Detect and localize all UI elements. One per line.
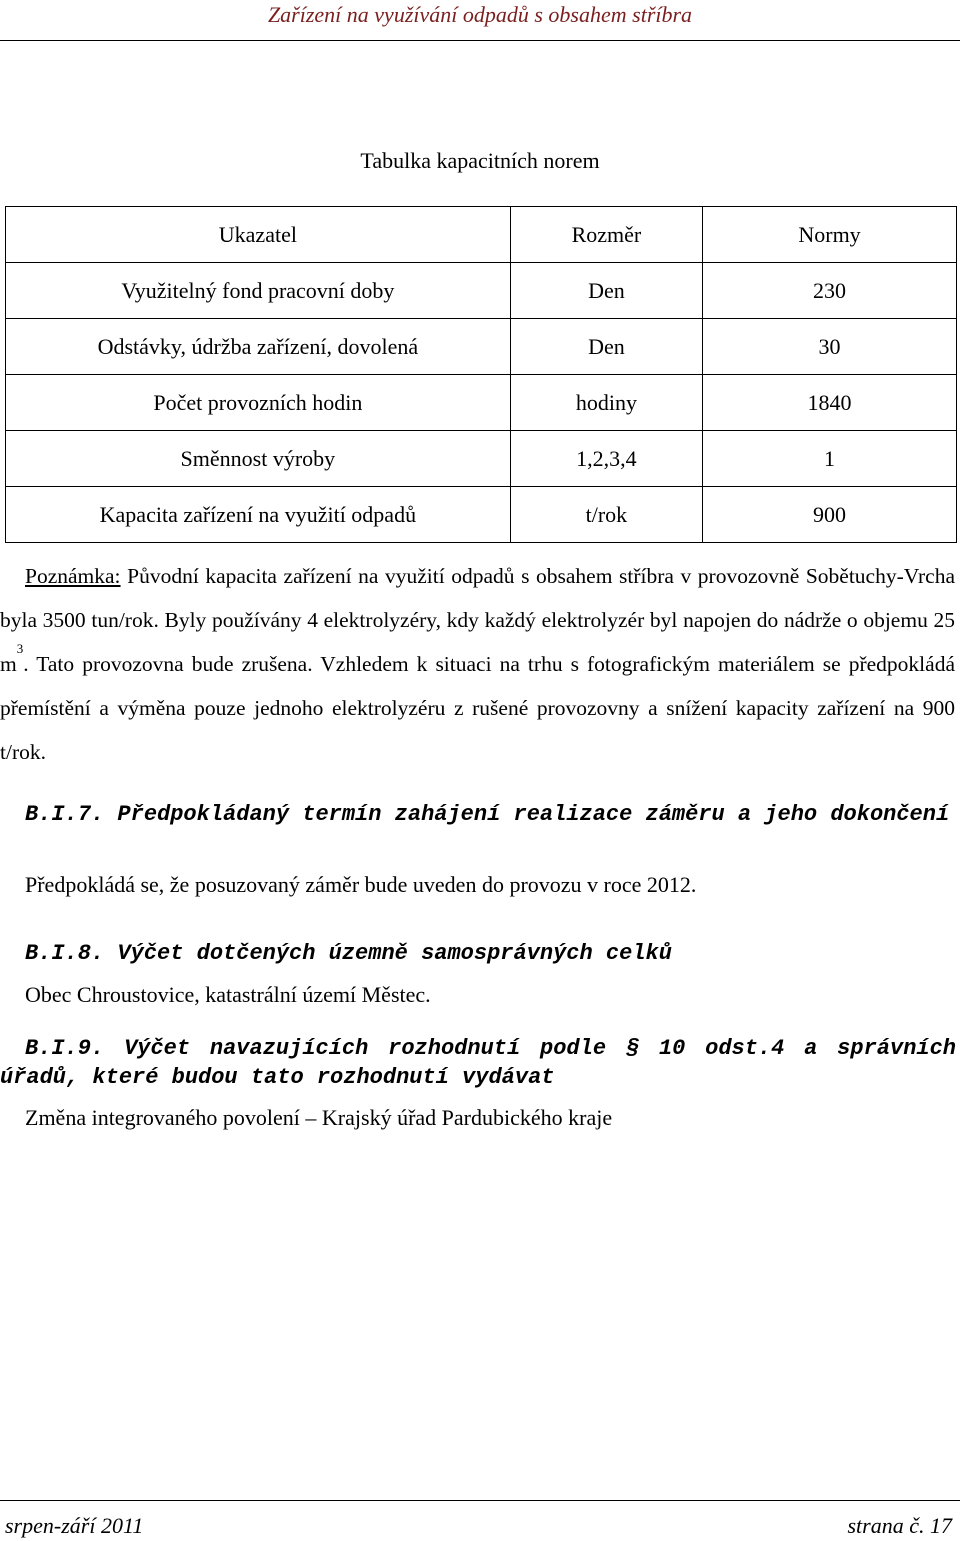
table-cell: hodiny	[510, 375, 702, 431]
table-cell: 1	[703, 431, 957, 487]
page-header	[0, 0, 960, 41]
table-row	[6, 487, 957, 543]
section-title: Předpokládaný termín zahájení realizace záměru a jeho dokončení	[117, 802, 950, 827]
table-row	[6, 431, 957, 487]
table-row	[6, 319, 957, 375]
table-cell: 900	[703, 487, 957, 543]
header-title: Zařízení na využívání odpadů s obsahem stříbra	[267, 2, 693, 27]
header-cell: Rozměr	[510, 207, 702, 263]
table-cell: Směnnost výroby	[6, 431, 511, 487]
table-cell: 1,2,3,4	[510, 431, 702, 487]
note-label: Poznámka:	[25, 564, 121, 588]
table-cell: Den	[510, 319, 702, 375]
section-heading-b-i-7	[0, 800, 956, 829]
header-cell: Normy	[703, 207, 957, 263]
section-number: B.I.9.	[25, 1036, 105, 1061]
table-cell: Odstávky, údržba zařízení, dovolená	[6, 319, 511, 375]
section-body-b-i-8: Obec Chroustovice, katastrální území Městec.	[25, 982, 431, 1007]
note-superscript: 3	[16, 641, 24, 656]
table-cell: t/rok	[510, 487, 702, 543]
note-text-continued: . Tato provozovna bude zrušena. Vzhledem k situaci na trhu s fotografickým materiálem se předpokládá přemístění a výměna pouze jednoho elektrolyzéru z rušené provozovny a snížení kapacity zařízení na 900 t/rok.	[0, 652, 955, 764]
table-cell: Kapacita zařízení na využití odpadů	[6, 487, 511, 543]
table-row	[6, 375, 957, 431]
table-cell: 30	[703, 319, 957, 375]
note-text: Původní kapacita zařízení na využití odpadů s obsahem stříbra v provozovně Sobětuchy-Vrcha byla 3500 tun/rok. Byly používány 4 elektrolyzéry, kdy každý elektrolyzér byl napojen do nádrže o objemu 25 m	[0, 564, 955, 676]
table-cell: Den	[510, 263, 702, 319]
table-cell: 230	[703, 263, 957, 319]
table-header-row	[6, 207, 957, 263]
table-row	[6, 263, 957, 319]
section-heading-b-i-9	[0, 1034, 956, 1092]
section-number: B.I.7.	[25, 802, 105, 827]
section-heading-b-i-8	[0, 939, 956, 968]
table-cell: Využitelný fond pracovní doby	[6, 263, 511, 319]
section-title: Výčet navazujících rozhodnutí podle § 10 odst.4 a správních úřadů, které budou tato rozhodnutí vydávat	[0, 1036, 957, 1090]
section-title: Výčet dotčených územně samosprávných celků	[117, 941, 672, 966]
note-paragraph	[0, 554, 955, 774]
table-caption: Tabulka kapacitních norem	[360, 148, 600, 173]
section-body-b-i-9: Změna integrovaného povolení – Krajský úřad Pardubického kraje	[25, 1105, 613, 1130]
section-body-b-i-7: Předpokládá se, že posuzovaný záměr bude uveden do provozu v roce 2012.	[25, 872, 697, 897]
section-number: B.I.8.	[25, 941, 105, 966]
page-footer	[0, 1500, 960, 1538]
capacity-table	[5, 206, 957, 543]
header-cell: Ukazatel	[6, 207, 511, 263]
table-cell: 1840	[703, 375, 957, 431]
footer-date: srpen-září 2011	[5, 1513, 144, 1538]
table-cell: Počet provozních hodin	[6, 375, 511, 431]
footer-page-number: strana č. 17	[847, 1513, 952, 1538]
